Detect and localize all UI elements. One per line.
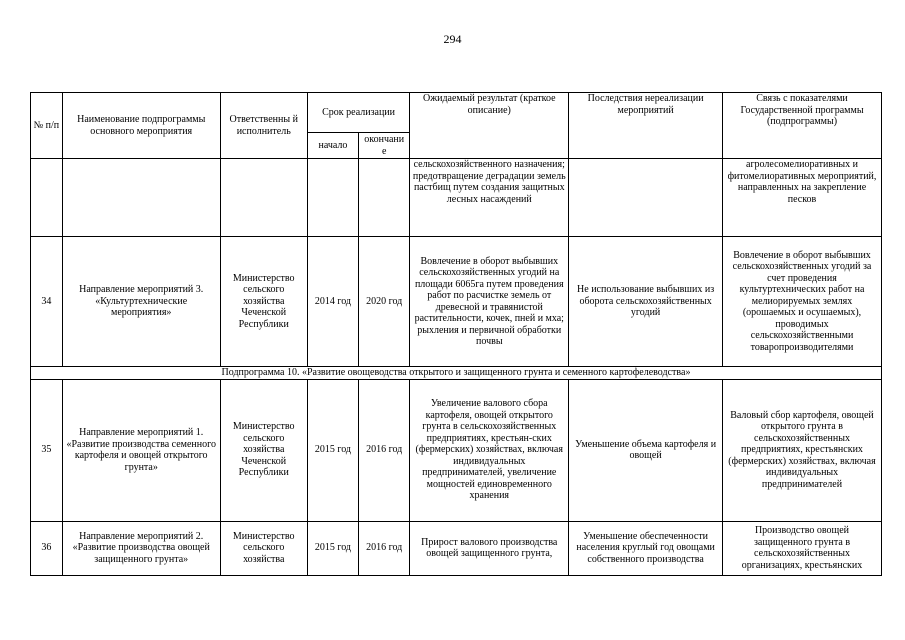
header-responsible: Ответственны й исполнитель bbox=[220, 93, 307, 159]
cell-expected: Увеличение валового сбора картофеля, овощей открытого грунта в сельскохозяйственных предприятиях, крестьян-ских (фермерских) хозяйствах, включая индивидуальных предпринимателей, увеличение мощностей единовременного хранения bbox=[410, 379, 569, 521]
cell-name: Направление мероприятий 3. «Культуртехнические мероприятия» bbox=[62, 237, 220, 367]
header-name: Наименование подпрограммы основного мероприятия bbox=[62, 93, 220, 159]
header-expected: Ожидаемый результат (краткое описание) bbox=[410, 93, 569, 159]
cell-link: Валовый сбор картофеля, овощей открытого грунта в сельскохозяйственных предприятиях, крестьянских (фермерских) хозяйствах, включая индивидуальных предпринимателей bbox=[723, 379, 882, 521]
cell-end: 2020 год bbox=[359, 237, 410, 367]
cell-responsible: Министерство сельского хозяйства bbox=[220, 521, 307, 575]
cell-consequences: Не использование выбывших из оборота сельскохозяйственных угодий bbox=[569, 237, 723, 367]
cell-start: 2015 год bbox=[307, 379, 358, 521]
page-number: 294 bbox=[443, 32, 462, 46]
measures-table bbox=[30, 92, 882, 576]
cell-num: 36 bbox=[31, 521, 63, 575]
subprogram-title: Подпрограмма 10. «Развитие овощеводства открытого и защищенного грунта и семенного картофелеводства» bbox=[31, 367, 882, 380]
cell-name: Направление мероприятий 1. «Развитие производства семенного картофеля и овощей открытого грунта» bbox=[62, 379, 220, 521]
cell-expected: сельскохозяйственного назначения; предотвращение деградации земель пастбищ путем создания защитных лесных насаждений bbox=[410, 159, 569, 237]
cell-responsible: Министерство сельского хозяйства Чеченской Республики bbox=[220, 379, 307, 521]
header-link: Связь с показателями Государственной программы (подпрограммы) bbox=[723, 93, 882, 159]
cell-link: Вовлечение в оборот выбывших сельскохозяйственных угодий за счет проведения культуртехнических работ на мелиорируемых землях (орошаемых и осушаемых), проводимых сельскохозяйственными товаропроизводителями bbox=[723, 237, 882, 367]
cell-num bbox=[31, 159, 63, 237]
cell-name: Направление мероприятий 2. «Развитие производства овощей защищенного грунта» bbox=[62, 521, 220, 575]
cell-name bbox=[62, 159, 220, 237]
cell-end bbox=[359, 159, 410, 237]
cell-expected: Прирост валового производства овощей защищенного грунта, bbox=[410, 521, 569, 575]
header-period: Срок реализации bbox=[307, 93, 410, 133]
header-end: окончани е bbox=[359, 133, 410, 159]
subprogram-row bbox=[31, 367, 882, 380]
header-consequences: Последствия нереализации мероприятий bbox=[569, 93, 723, 159]
cell-responsible bbox=[220, 159, 307, 237]
cell-start: 2015 год bbox=[307, 521, 358, 575]
cell-consequences bbox=[569, 159, 723, 237]
cell-consequences: Уменьшение объема картофеля и овощей bbox=[569, 379, 723, 521]
cell-end: 2016 год bbox=[359, 521, 410, 575]
table-row-36 bbox=[31, 521, 882, 575]
cell-end: 2016 год bbox=[359, 379, 410, 521]
header-num: № п/п bbox=[31, 93, 63, 159]
cell-num: 34 bbox=[31, 237, 63, 367]
cell-expected: Вовлечение в оборот выбывших сельскохозяйственных угодий на площади 6065га путем проведения работ по расчистке земель от древесной и травянистой растительности, кочек, пней и мха; рыхления и первичной обработки почвы bbox=[410, 237, 569, 367]
cell-responsible: Министерство сельского хозяйства Чеченской Республики bbox=[220, 237, 307, 367]
cell-start: 2014 год bbox=[307, 237, 358, 367]
table-row-continued bbox=[31, 159, 882, 237]
cell-start bbox=[307, 159, 358, 237]
table-row-34 bbox=[31, 237, 882, 367]
cell-num: 35 bbox=[31, 379, 63, 521]
cell-link: агролесомелиоративных и фитомелиоративных мероприятий, направленных на закрепление песков bbox=[723, 159, 882, 237]
table-row-35 bbox=[31, 379, 882, 521]
header-row bbox=[31, 93, 882, 133]
cell-link: Производство овощей защищенного грунта в сельскохозяйственных организациях, крестьянских bbox=[723, 521, 882, 575]
header-start: начало bbox=[307, 133, 358, 159]
cell-consequences: Уменьшение обеспеченности населения круглый год овощами собственного производства bbox=[569, 521, 723, 575]
